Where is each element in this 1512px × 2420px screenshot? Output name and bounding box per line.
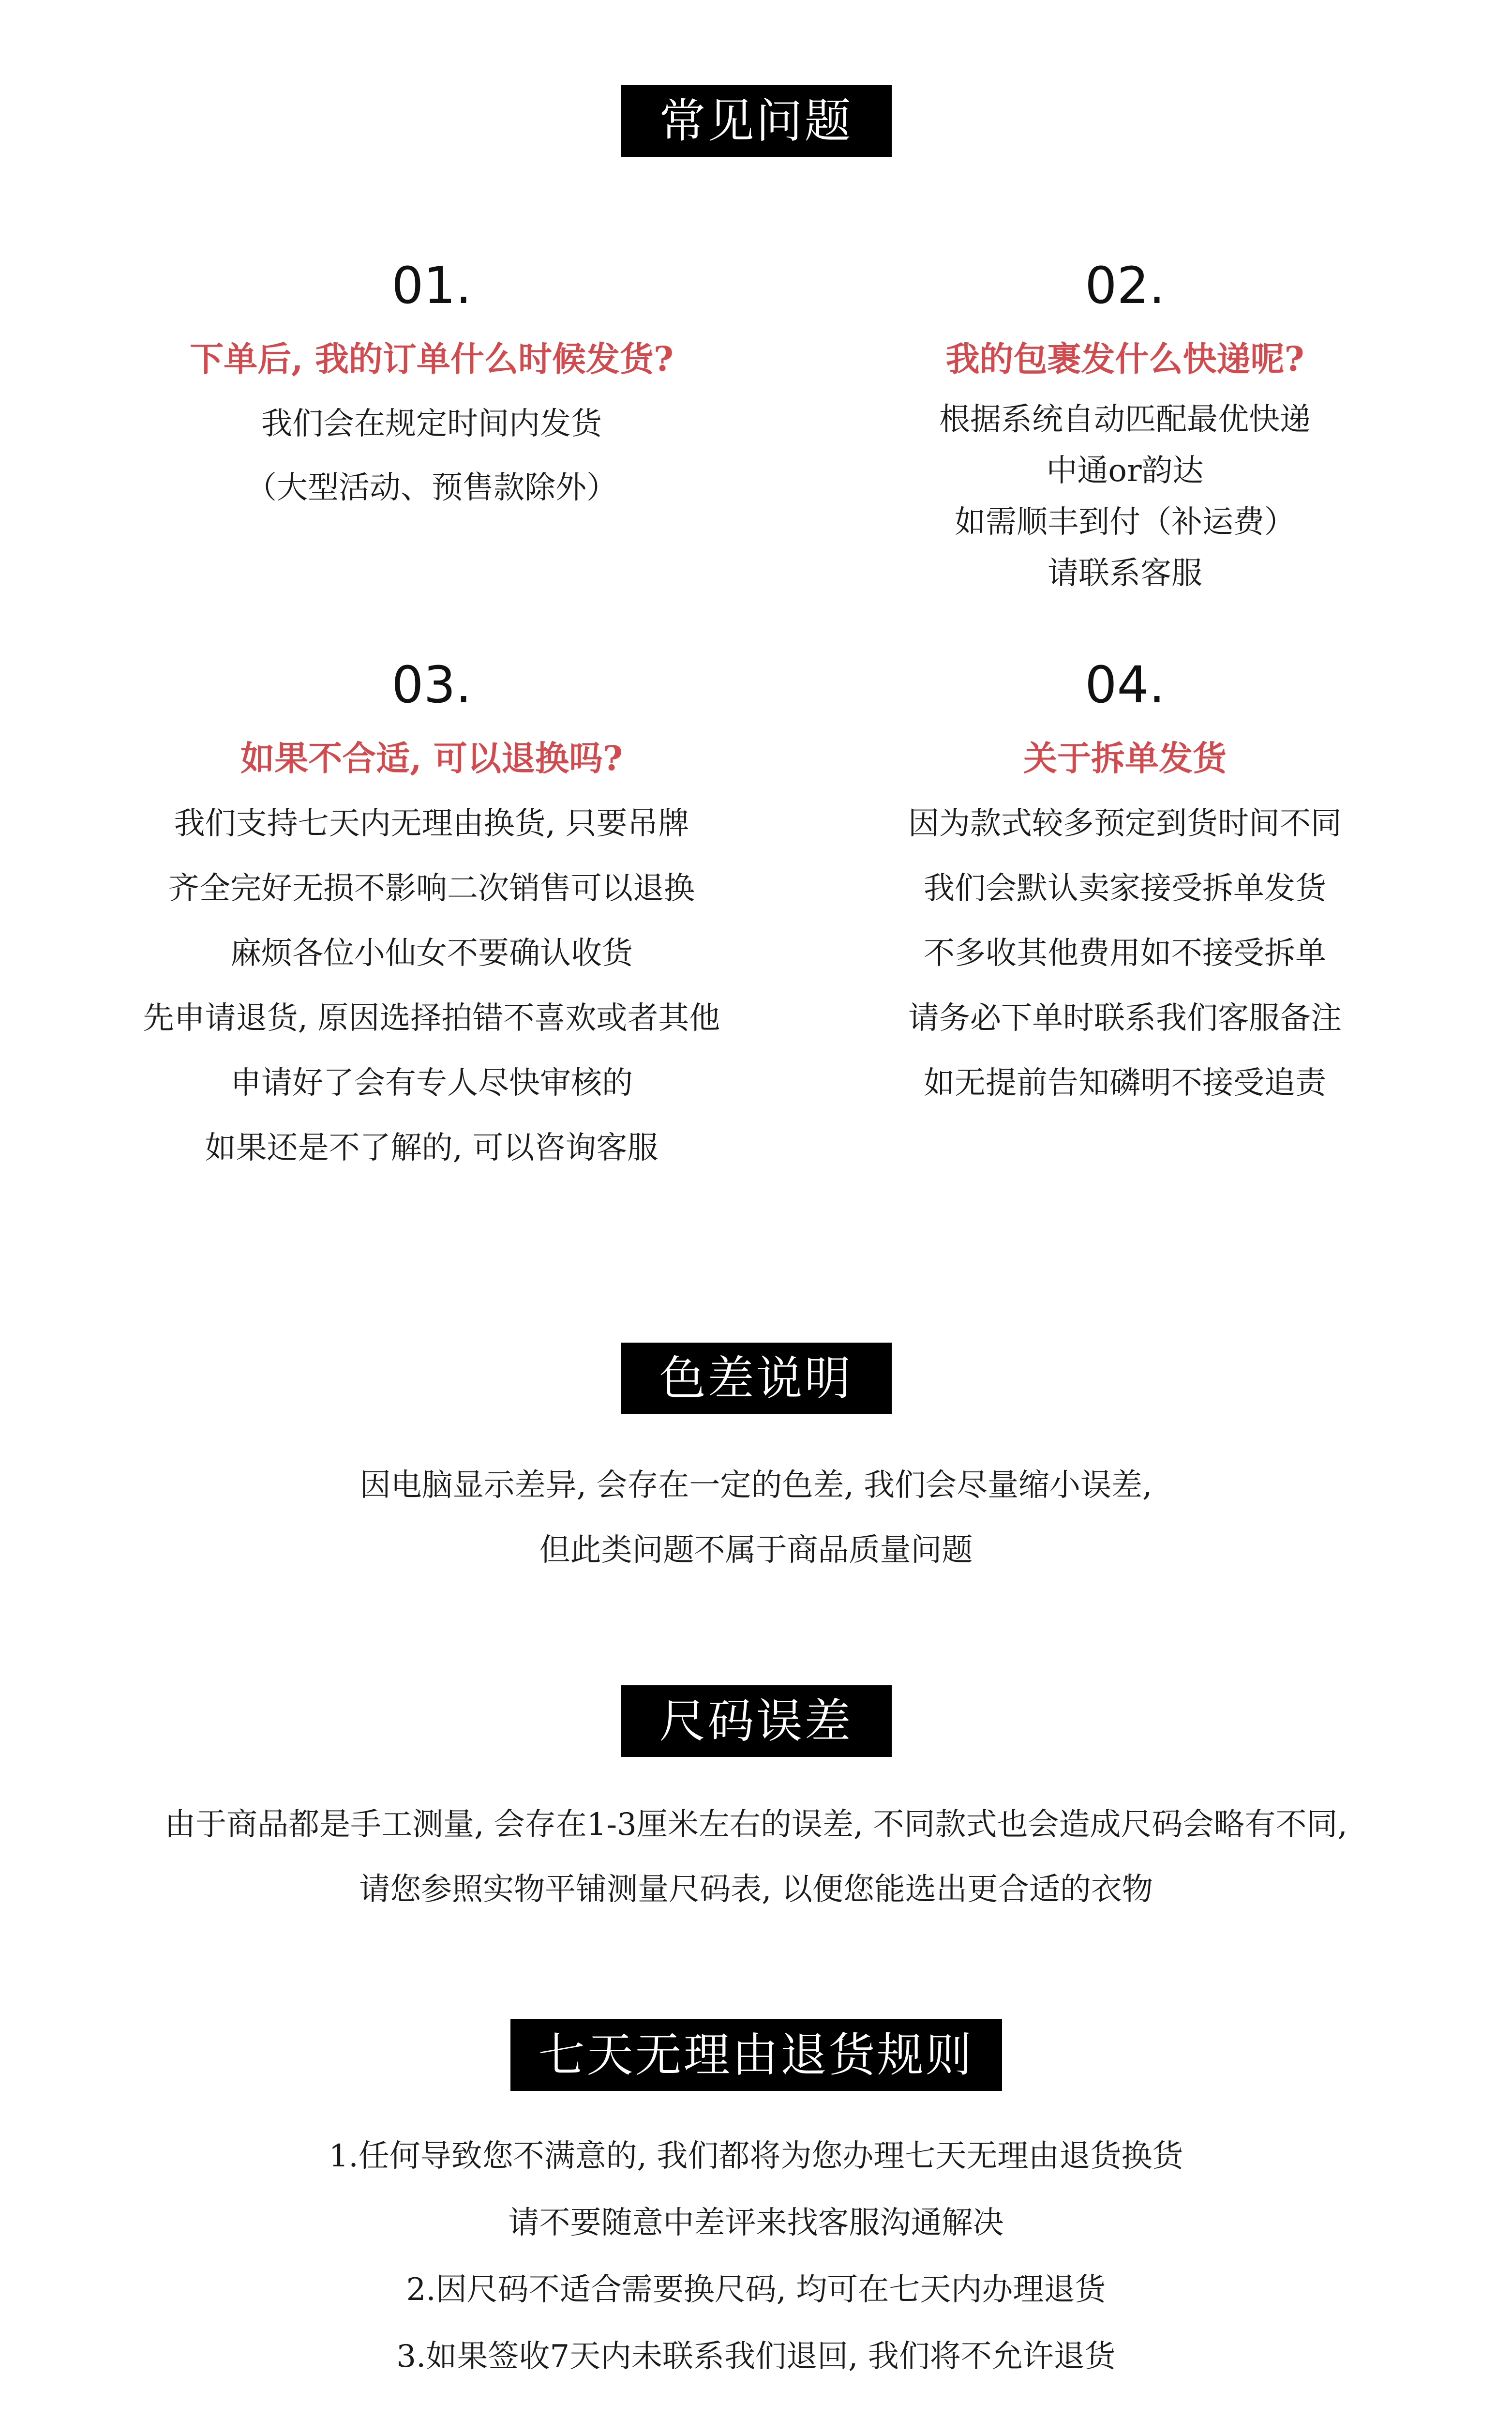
return-policy-line: 1.任何导致您不满意的, 我们都将为您办理七天无理由退货换货 bbox=[329, 2138, 1183, 2174]
faq-question: 我的包裹发什么快递呢? bbox=[945, 339, 1304, 379]
faq-answer-line: 请务必下单时联系我们客服备注 bbox=[908, 1000, 1342, 1036]
faq-answer-line: 我们支持七天内无理由换货, 只要吊牌 bbox=[174, 806, 689, 842]
faq-answer-line: 如需顺丰到付（补运费） bbox=[955, 504, 1295, 540]
faq-item-01 bbox=[54, 257, 809, 520]
faq-question: 如果不合适, 可以退换吗? bbox=[240, 738, 623, 778]
faq-question: 关于拆单发货 bbox=[1023, 738, 1227, 778]
size-diff-line: 由于商品都是手工测量, 会存在1-3厘米左右的误差, 不同款式也会造成尺码会略有不同, bbox=[165, 1807, 1347, 1843]
faq-answer-line: 请联系客服 bbox=[1048, 556, 1202, 591]
color-diff-line: 但此类问题不属于商品质量问题 bbox=[539, 1532, 973, 1568]
faq-answer-line: 因为款式较多预定到货时间不同 bbox=[908, 806, 1342, 842]
return-policy-text bbox=[0, 2123, 1512, 2390]
faq-answer-line: 不多收其他费用如不接受拆单 bbox=[924, 936, 1326, 971]
faq-answer-line: 齐全完好无损不影响二次销售可以退换 bbox=[168, 871, 695, 907]
return-policy-line: 3.如果签收7天内未联系我们退回, 我们将不允许退货 bbox=[396, 2339, 1116, 2375]
faq-answer-line: 麻烦各位小仙女不要确认收货 bbox=[230, 936, 633, 971]
faq-answer-line: 我们会默认卖家接受拆单发货 bbox=[924, 871, 1326, 907]
color-diff-line: 因电脑显示差异, 会存在一定的色差, 我们会尽量缩小误差, bbox=[359, 1467, 1153, 1503]
faq-answer-line: 如无提前告知磷明不接受追责 bbox=[924, 1065, 1326, 1101]
faq-answer-line: 中通or韵达 bbox=[1046, 453, 1204, 489]
faq-number: 02. bbox=[1085, 256, 1165, 315]
faq-item-03 bbox=[54, 656, 809, 1180]
faq-item-04 bbox=[748, 656, 1502, 1116]
faq-answer-line: 如果还是不了解的, 可以咨询客服 bbox=[205, 1130, 659, 1166]
faq-answer bbox=[748, 394, 1502, 599]
faq-answer-line: 先申请退货, 原因选择拍错不喜欢或者其他 bbox=[143, 1000, 720, 1036]
faq-answer-line: 我们会在规定时间内发货 bbox=[261, 406, 602, 442]
faq-item-02 bbox=[748, 257, 1502, 599]
faq-section-title: 常见问题 bbox=[621, 85, 892, 157]
faq-answer bbox=[54, 791, 809, 1180]
size-diff-section-title: 尺码误差 bbox=[621, 1685, 892, 1757]
faq-answer bbox=[748, 791, 1502, 1116]
faq-answer-line: 申请好了会有专人尽快审核的 bbox=[230, 1065, 633, 1101]
size-diff-line: 请您参照实物平铺测量尺码表, 以便您能选出更合适的衣物 bbox=[359, 1872, 1153, 1907]
faq-question: 下单后, 我的订单什么时候发货? bbox=[190, 339, 674, 379]
faq-answer-line: （大型活动、预售款除外） bbox=[246, 470, 617, 506]
faq-answer bbox=[54, 392, 809, 520]
size-diff-text bbox=[0, 1792, 1512, 1922]
faq-answer-line: 根据系统自动匹配最优快递 bbox=[939, 402, 1311, 438]
faq-number: 03. bbox=[391, 655, 472, 714]
return-policy-section-title: 七天无理由退货规则 bbox=[510, 2019, 1002, 2091]
color-diff-text bbox=[0, 1453, 1512, 1583]
color-diff-section-title: 色差说明 bbox=[621, 1343, 892, 1414]
return-policy-line: 请不要随意中差评来找客服沟通解决 bbox=[508, 2205, 1004, 2241]
faq-number: 04. bbox=[1085, 655, 1165, 714]
faq-number: 01. bbox=[391, 256, 472, 315]
return-policy-line: 2.因尺码不适合需要换尺码, 均可在七天内办理退货 bbox=[406, 2272, 1106, 2308]
